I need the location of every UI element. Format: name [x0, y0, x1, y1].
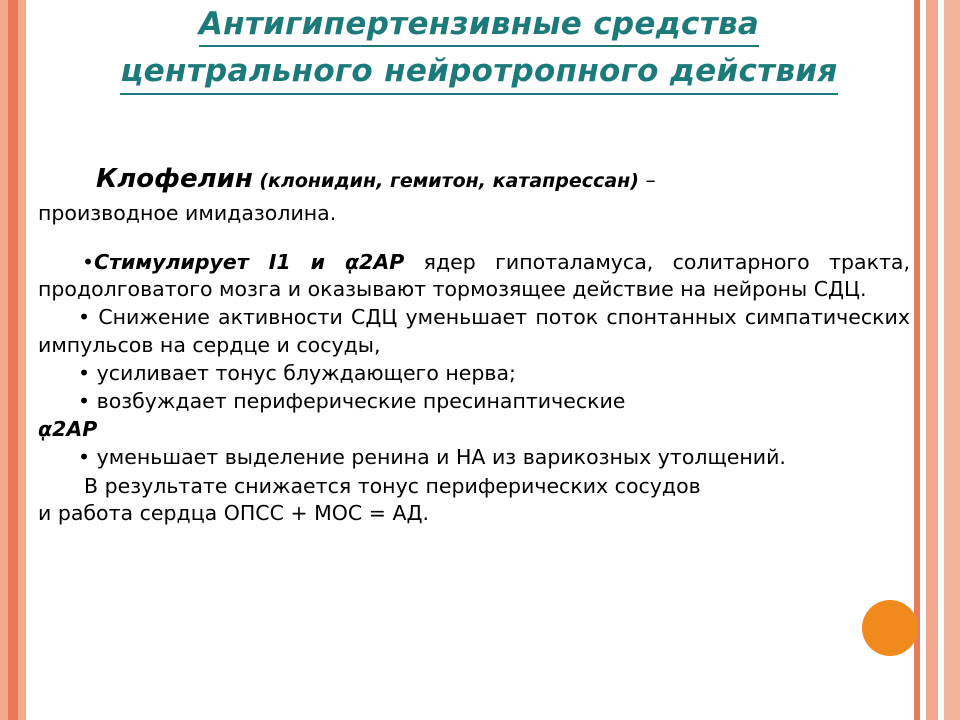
orange-circle-decoration — [862, 600, 918, 656]
conclusion-line-1 — [38, 473, 910, 500]
drug-name: Клофелин — [96, 164, 253, 194]
conclusion-text-1: В результате снижается тонус периферических сосудов — [84, 473, 701, 498]
list-item-continuation — [38, 416, 910, 443]
bullet-text: уменьшает выделение ренина и НА из варикозных утолщений. — [96, 444, 786, 469]
slide-body — [38, 162, 910, 527]
bullet-marker: • — [78, 360, 91, 385]
slide-title-line-1: Антигипертензивные средства — [199, 4, 759, 47]
conclusion — [38, 473, 910, 527]
left-accent-bar — [0, 0, 26, 720]
bullet-text: Снижение активности СДЦ уменьшает поток спонтанных симпатических импульсов на сердце и сосуды, — [38, 305, 910, 357]
bullet-text: ядер гипоталамуса, солитарного тракта, продолговатого мозга и оказывают тормозящее действие на нейроны СДЦ. — [38, 250, 910, 302]
bullet-marker: • — [82, 250, 95, 275]
left-accent-bar-inner — [8, 0, 18, 720]
list-item — [38, 360, 910, 387]
right-accent-bar-3 — [944, 0, 960, 720]
right-accent-bar-1 — [914, 0, 920, 720]
list-item — [38, 304, 910, 358]
bullet-list — [38, 249, 910, 470]
bullet-emphasis-after: ᾳ2АР — [38, 416, 98, 441]
list-item — [38, 444, 910, 471]
bullet-marker: • — [78, 444, 91, 469]
drug-synonyms: (клонидин, гемитон, катапрессан) — [259, 170, 639, 192]
list-item — [38, 249, 910, 303]
bullet-text: возбуждает периферические пресинаптические — [96, 388, 626, 413]
drug-derivative: производное имидазолина. — [38, 201, 337, 226]
slide-title-line-2: центрального нейротропного действия — [120, 51, 837, 94]
bullet-marker: • — [78, 388, 91, 413]
bullet-text: усиливает тонус блуждающего нерва; — [96, 360, 516, 385]
conclusion-line-2: и работа сердца ОПСС + МОС = АД. — [38, 500, 430, 525]
slide-title — [40, 4, 918, 95]
list-item — [38, 388, 910, 415]
drug-dash: – — [645, 168, 656, 192]
right-accent-bar-2 — [926, 0, 938, 720]
bullet-marker: • — [78, 305, 91, 330]
drug-heading — [38, 162, 910, 196]
bullet-emphasis: Стимулирует I1 и ᾳ2АР — [94, 250, 405, 275]
